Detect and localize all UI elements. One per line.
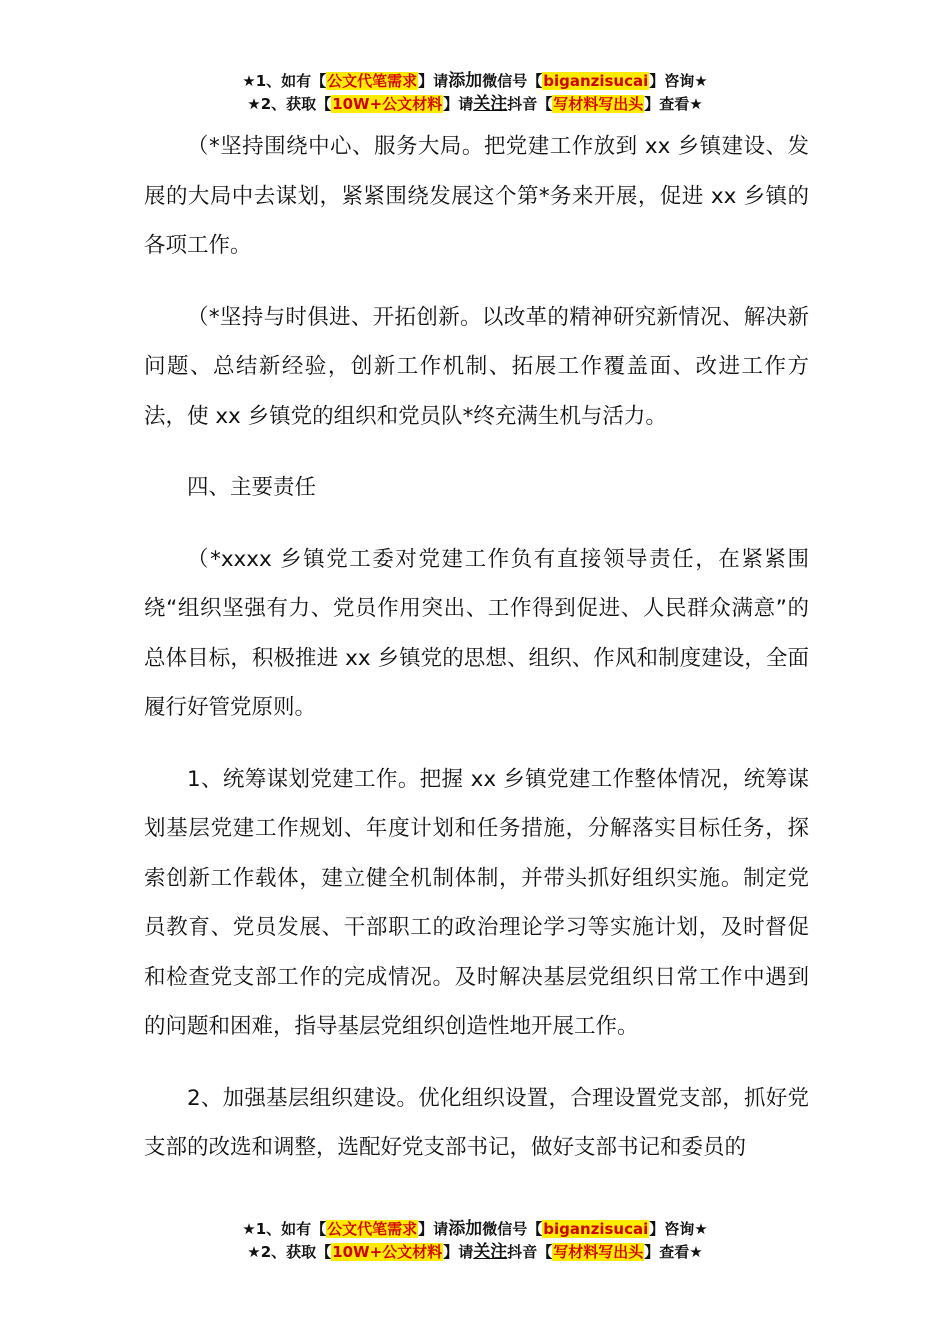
highlight-douyin: 写材料写出头 <box>553 1243 644 1261</box>
paragraph: 1、统筹谋划党建工作。把握 xx 乡镇党建工作整体情况，统筹谋划基层党建工作规划、年度计划和任务措施，分解落实目标任务，探索创新工作载体，建立健全机制体制，并带头抓好组织实施。制定党员教育、党员发展、干部职工的政治理论学习等实施计划，及时督促和检查党支部工作的完成情况。及时解决基层党组织日常工作中遇到的问题和困难，指导基层党组织创造性地开展工作。 <box>144 766 809 1039</box>
banner-line-2 <box>0 93 950 116</box>
highlight-wechat-id: biganzisucai <box>543 1220 649 1238</box>
banner-text: 】请 <box>443 1243 474 1261</box>
highlight-materials: 10W+公文材料 <box>332 1243 443 1261</box>
banner-text: 微信号【 <box>482 1220 543 1238</box>
paragraph: （*坚持与时俱进、开拓创新。以改革的精神研究新情况、解决新问题、总结新经验，创新工作机制、拓展工作覆盖面、改进工作方法，使 xx 乡镇党的组织和党员队*终充满生机与活力。 <box>144 304 809 429</box>
banner-text: ★1、如有【 <box>242 1220 327 1238</box>
banner-text: 】咨询★ <box>649 1220 708 1238</box>
document-body <box>144 122 809 1195</box>
footer-banner <box>0 1218 950 1264</box>
highlight-service: 公文代笔需求 <box>327 1220 418 1238</box>
banner-emphasis: 添加 <box>448 71 483 91</box>
highlight-wechat-id: biganzisucai <box>543 72 649 90</box>
paragraph: （*xxxx 乡镇党工委对党建工作负有直接领导责任，在紧紧围绕“组织坚强有力、党员作用突出、工作得到促进、人民群众满意”的总体目标，积极推进 xx 乡镇党的思想、组织、作风和制度建设，全面履行好管党原则。 <box>144 546 809 720</box>
banner-text: 】请 <box>418 1220 449 1238</box>
highlight-douyin: 写材料写出头 <box>553 95 644 113</box>
banner-text: 抖音【 <box>507 95 553 113</box>
highlight-service: 公文代笔需求 <box>327 72 418 90</box>
highlight-materials: 10W+公文材料 <box>332 95 443 113</box>
header-banner <box>0 70 950 116</box>
banner-emphasis: 关注 <box>473 94 508 114</box>
banner-emphasis: 关注 <box>473 1242 508 1262</box>
banner-text: 】请 <box>443 95 474 113</box>
banner-text: 微信号【 <box>482 72 543 90</box>
banner-text: ★1、如有【 <box>242 72 327 90</box>
paragraph: 2、加强基层组织建设。优化组织设置，合理设置党支部，抓好党支部的改选和调整，选配好党支部书记，做好支部书记和委员的 <box>144 1085 809 1160</box>
section-heading: 四、主要责任 <box>187 475 317 500</box>
banner-text: 】查看★ <box>644 1243 703 1261</box>
banner-text: 抖音【 <box>507 1243 553 1261</box>
banner-line-1 <box>0 1218 950 1241</box>
banner-text: 】请 <box>418 72 449 90</box>
banner-text: ★2、获取【 <box>247 95 332 113</box>
banner-text: ★2、获取【 <box>247 1243 332 1261</box>
banner-emphasis: 添加 <box>448 1219 483 1239</box>
banner-line-2 <box>0 1241 950 1264</box>
banner-text: 】查看★ <box>644 95 703 113</box>
banner-line-1 <box>0 70 950 93</box>
banner-text: 】咨询★ <box>649 72 708 90</box>
paragraph: （*坚持围绕中心、服务大局。把党建工作放到 xx 乡镇建设、发展的大局中去谋划，紧紧围绕发展这个第*务来开展，促进 xx 乡镇的各项工作。 <box>144 134 809 258</box>
